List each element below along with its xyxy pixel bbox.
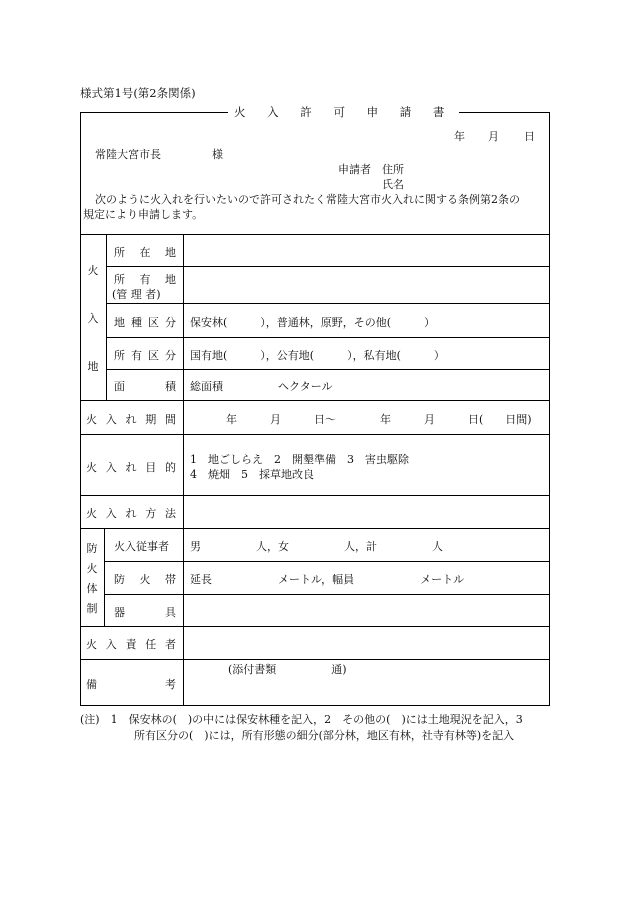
rule-fire-1 (104, 561, 550, 562)
date-day-label: 日 (524, 130, 535, 143)
date-year-label: 年 (454, 130, 465, 143)
purpose-options-line-1: 1 地ごしらえ 2 開墾準備 3 害虫駆除 (190, 453, 409, 466)
ownership-value: 国有地( ），公有地( ），私有地( ） (190, 349, 445, 362)
note-line-1: (注) 1 保安林の( )の中には保安林種を記入，2 その他の( )には土地現況を記入，3 (80, 713, 523, 726)
statement-line-1: 次のように火入れを行いたいので許可されたく常陸大宮市火入れに関する条例第2条の (95, 193, 520, 206)
rule-land-1 (106, 266, 550, 267)
addressee: 常陸大宮市長 (95, 148, 161, 161)
rule-land-4 (106, 369, 550, 370)
rule-land-2 (106, 303, 550, 304)
rule-method-end (80, 528, 550, 529)
note-line-2: 所有区分の( )には，所有形態の細分(部分林，地区有林，社寺有林等)を記入 (134, 729, 515, 742)
applicant-address-label: 住所 (382, 163, 404, 176)
remarks-attachment: (添付書類 通) (228, 663, 347, 676)
area-label: 面 積 (114, 380, 176, 393)
statement-line-2: 規定により申請します。 (83, 208, 204, 221)
responsible-label: 火 入 責 任 者 (86, 638, 176, 651)
land-type-value: 保安林( ），普通林，原野，その他( ） (190, 316, 436, 329)
workers-label: 火入従事者 (114, 540, 169, 553)
location-label: 所 在 地 (114, 246, 176, 259)
method-label: 火 入 れ 方 法 (86, 507, 176, 520)
period-value: 年 月 日～ 年 月 日( 日間) (226, 413, 532, 426)
form-number: 様式第1号(第2条関係) (80, 86, 196, 100)
remarks-label: 備 考 (86, 678, 176, 691)
purpose-options-line-2: 4 焼畑 5 採草地改良 (190, 468, 314, 481)
period-label: 火 入 れ 期 間 (86, 413, 176, 426)
area-value: 総面積 ヘクタール (190, 380, 333, 393)
ownership-label: 所 有 区 分 (114, 349, 176, 362)
rule-top (80, 234, 550, 235)
workers-value: 男 人，女 人，計 人 (190, 540, 443, 553)
firebreak-label: 防 火 帯 (114, 573, 176, 586)
applicant-name-label: 氏名 (382, 178, 404, 191)
rule-responsible-end (80, 659, 550, 660)
rule-fire-2 (104, 594, 550, 595)
fire-prevention-group-label: 防 火 体 制 (86, 542, 98, 615)
rule-land-3 (106, 337, 550, 338)
owner-label: 所 有 地 (114, 273, 176, 286)
rule-period-end (80, 434, 550, 435)
equipment-label: 器 具 (114, 606, 176, 619)
land-group-label: 火 入 地 (87, 264, 99, 373)
rule-fire-end (80, 626, 550, 627)
rule-land-end (80, 400, 550, 401)
owner-sub-label: (管 理 者) (112, 288, 161, 301)
addressee-honorific: 様 (212, 148, 223, 161)
rule-purpose-end (80, 495, 550, 496)
land-type-label: 地 種 区 分 (114, 316, 176, 329)
date-month-label: 月 (488, 130, 499, 143)
rule-label-column (183, 234, 184, 706)
firebreak-value: 延長 メートル，幅員 メートル (190, 573, 465, 586)
rule-group-divider-fire (104, 528, 105, 626)
form-title: 火 入 許 可 申 請 書 (228, 104, 459, 120)
purpose-label: 火 入 れ 目 的 (86, 461, 176, 474)
rule-group-divider-land (106, 234, 107, 400)
applicant-label: 申請者 (338, 163, 371, 176)
